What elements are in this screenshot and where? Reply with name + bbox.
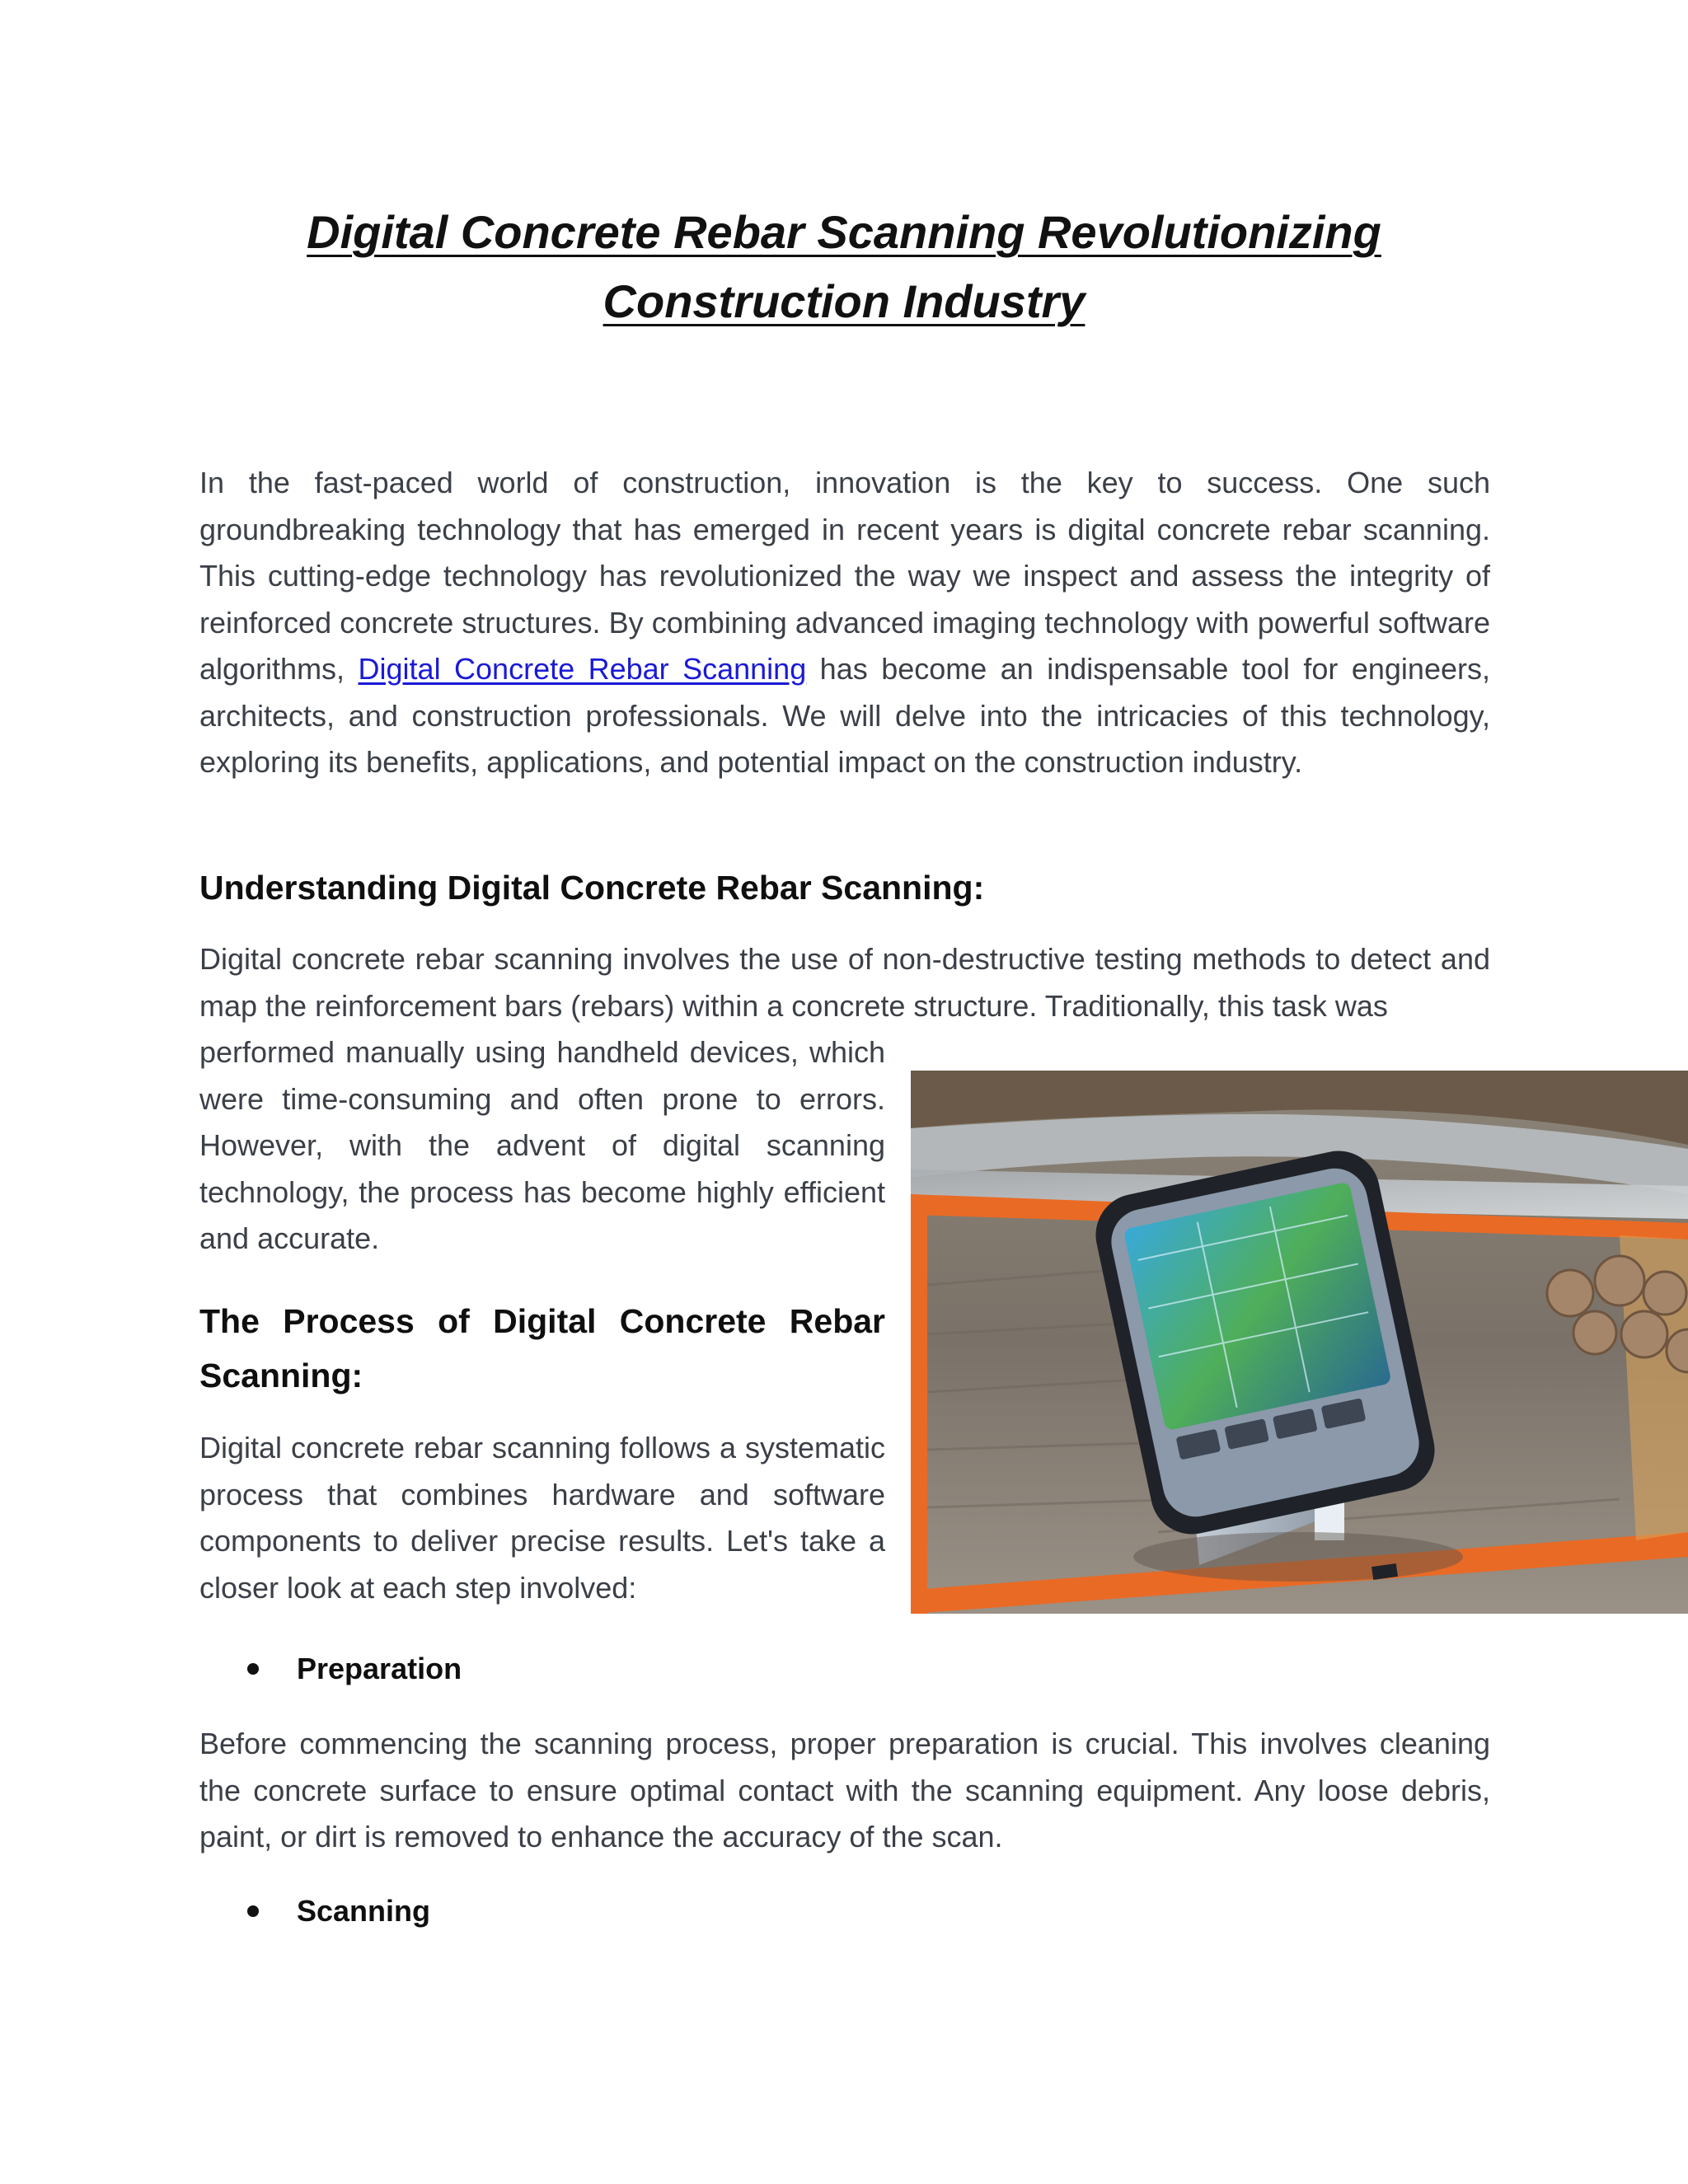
document-title: Digital Concrete Rebar Scanning Revolutionizing Construction Industry xyxy=(307,206,1381,327)
understanding-paragraph-wrapped: performed manually using handheld devices, which were time-consuming and often prone to errors. However, with the advent of digital scanning technology, the process has become highly efficient and accurate. xyxy=(199,1035,885,1255)
rebar-scanner-photo xyxy=(911,1071,1688,1614)
intro-text-before: In the fast-paced world of construction, innovation is the key to success. One such groundbreaking technology that has emerged in recent years is digital concrete rebar scanning. This cutting-edge technology has revolutionized the way we inspect and assess the integrity of reinforced concrete structures. By combining advanced imaging technology with powerful software algorithms, xyxy=(199,466,1490,686)
process-paragraph: Digital concrete rebar scanning follows a systematic process that combines hardware and software components to deliver precise results. Let's take a closer look at each step involved: xyxy=(199,1431,885,1605)
bullet-label: Preparation xyxy=(297,1652,462,1685)
section-heading-understanding: Understanding Digital Concrete Rebar Scanning: xyxy=(199,869,985,907)
bullet-label: Scanning xyxy=(297,1894,431,1928)
intro-text-after: has become an indispensable tool for engineers, architects, and construction professionals. We will delve into the intricacies of this technology, exploring its benefits, applications, and potential impact on the construction industry. xyxy=(199,652,1490,779)
bullet-preparation xyxy=(247,1648,462,1690)
preparation-paragraph: Before commencing the scanning process, proper preparation is crucial. This involves cleaning the concrete surface to ensure optimal contact with the scanning equipment. Any loose debris, paint, or dirt is removed to enhance the accuracy of the scan. xyxy=(199,1727,1490,1854)
intro-paragraph xyxy=(199,460,1490,786)
section-heading-process: The Process of Digital Concrete Rebar Scanning: xyxy=(199,1302,885,1394)
bullet-dot-icon xyxy=(247,1663,259,1675)
bullet-scanning xyxy=(247,1891,430,1932)
rebar-scanning-link[interactable]: Digital Concrete Rebar Scanning xyxy=(358,652,807,686)
understanding-paragraph-full: Digital concrete rebar scanning involves the use of non-destructive testing methods to detect and map the reinforcement bars (rebars) within a concrete structure. Traditionally, this task was xyxy=(199,942,1490,1023)
bullet-dot-icon xyxy=(247,1905,259,1917)
